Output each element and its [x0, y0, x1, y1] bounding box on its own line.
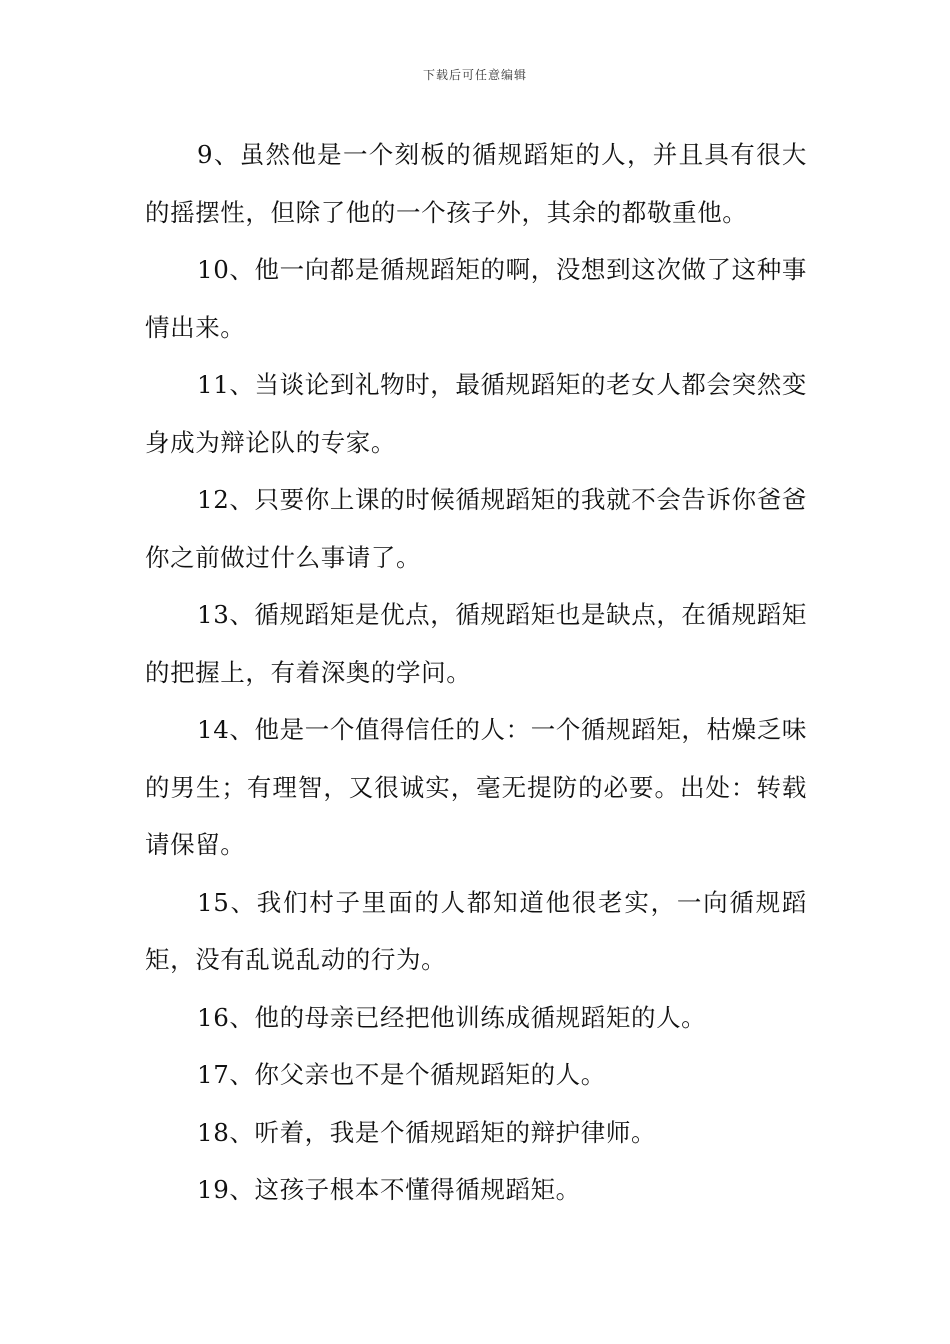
page-header: 下载后可任意编辑 [422, 68, 527, 82]
paragraph-15: 15、我们村子里面的人都知道他很老实，一向循规蹈矩，没有乱说乱动的行为。 [145, 887, 807, 974]
paragraph-17: 17、你父亲也不是个循规蹈矩的人。 [197, 1060, 606, 1089]
paragraph-11: 11、当谈论到礼物时，最循规蹈矩的老女人都会突然变身成为辩论队的专家。 [145, 370, 807, 457]
paragraph-18: 18、听着，我是个循规蹈矩的辩护律师。 [197, 1117, 657, 1147]
paragraph-9: 9、虽然他是一个刻板的循规蹈矩的人，并且具有很大的摇摆性，但除了他的一个孩子外，其余的都敬重他。 [145, 140, 807, 227]
paragraph-19: 19、这孩子根本不懂得循规蹈矩。 [197, 1175, 581, 1204]
paragraph-12: 12、只要你上课的时候循规蹈矩的我就不会告诉你爸爸你之前做过什么事请了。 [145, 485, 807, 572]
document-body [145, 126, 807, 1219]
paragraph-14: 14、他是一个值得信任的人：一个循规蹈矩，枯燥乏味的男生；有理智，又很诚实，毫无提防的必要。出处：转载请保留。 [145, 715, 807, 859]
paragraph-13: 13、循规蹈矩是优点，循规蹈矩也是缺点，在循规蹈矩的把握上，有着深奥的学问。 [145, 600, 807, 687]
paragraph-16: 16、他的母亲已经把他训练成循规蹈矩的人。 [197, 1002, 707, 1032]
paragraph-10: 10、他一向都是循规蹈矩的啊，没想到这次做了这种事情出来。 [145, 255, 807, 342]
